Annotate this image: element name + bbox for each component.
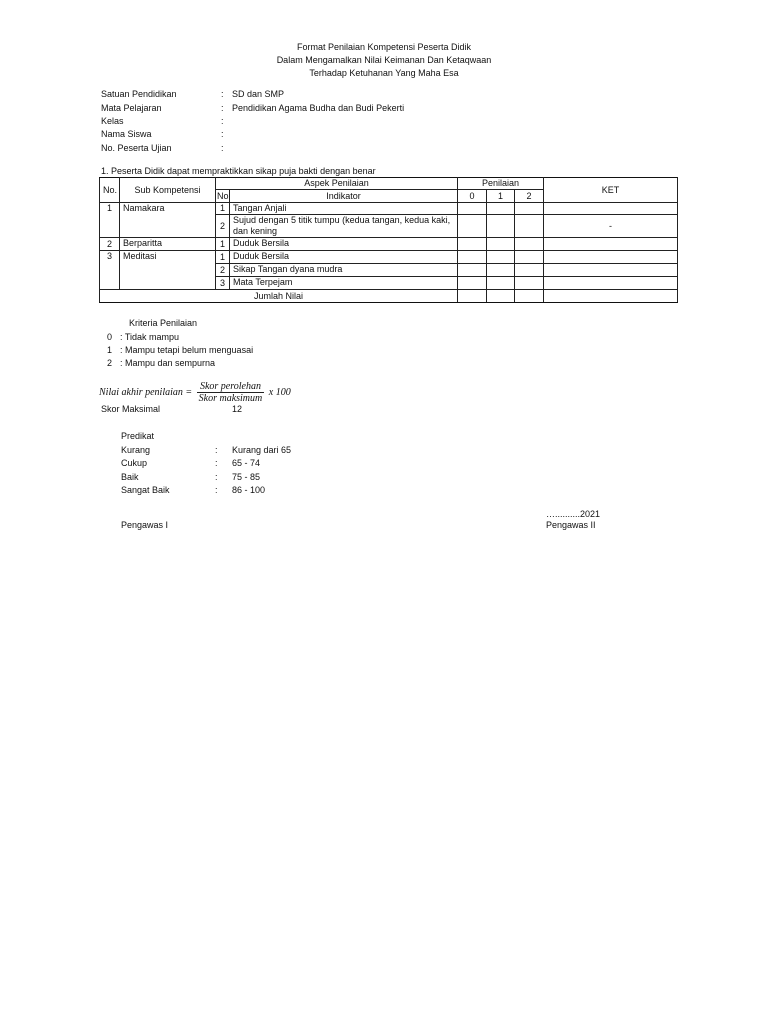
predikat-label: Kurang: [121, 445, 151, 455]
predikat-label: Baik: [121, 472, 139, 482]
kriteria-heading: Kriteria Penilaian: [129, 318, 198, 328]
document-title-line-1: Format Penilaian Kompetensi Peserta Didik: [296, 42, 472, 52]
score-cell-1[interactable]: [487, 215, 515, 238]
kriteria-score: 1: [107, 345, 113, 355]
score-cell-1[interactable]: [487, 264, 515, 277]
ket-cell[interactable]: [544, 277, 678, 290]
row-no: 1: [100, 203, 120, 238]
skor-maksimal-value: 12: [232, 404, 243, 414]
ket-cell[interactable]: [544, 238, 678, 251]
formula-denominator: Skor maksimum: [198, 393, 263, 404]
formula-fraction: [197, 381, 265, 404]
row-indikator: Tangan Anjali: [230, 203, 458, 215]
kriteria-text: : Mampu dan sempurna: [120, 358, 216, 368]
score-cell-1[interactable]: [487, 251, 515, 264]
header-score-0: 0: [458, 190, 487, 203]
formula-lhs: Nilai akhir penilaian =: [99, 386, 193, 398]
signature-date: …..........2021: [546, 509, 601, 519]
identity-label-kelas: Kelas: [101, 116, 124, 126]
row-indikator: Sujud dengan 5 titik tumpu (kedua tangan, kedua kaki, dan kening: [230, 215, 458, 238]
row-sub-kompetensi: Berparitta: [120, 238, 216, 251]
header-ket: KET: [544, 178, 678, 203]
predikat-sep: :: [215, 485, 218, 495]
score-cell-0[interactable]: [458, 277, 487, 290]
ket-cell[interactable]: [544, 203, 678, 215]
header-no: No.: [100, 178, 120, 203]
ket-cell[interactable]: -: [544, 215, 678, 238]
formula-tail: x 100: [268, 386, 291, 398]
header-aspek-penilaian: Aspek Penilaian: [216, 178, 458, 190]
row-indicator-no: 1: [216, 251, 230, 264]
table-row: [100, 251, 678, 264]
predikat-sep: :: [215, 445, 218, 455]
total-ket[interactable]: [544, 290, 678, 303]
predikat-heading: Predikat: [121, 431, 155, 441]
score-cell-0[interactable]: [458, 215, 487, 238]
header-sub-kompetensi: Sub Kompetensi: [120, 178, 216, 203]
kriteria-text: : Mampu tetapi belum menguasai: [120, 345, 254, 355]
total-row: [100, 290, 678, 303]
header-score-1: 1: [487, 190, 515, 203]
score-cell-0[interactable]: [458, 251, 487, 264]
total-cell-1[interactable]: [487, 290, 515, 303]
identity-sep: :: [221, 143, 224, 153]
row-indikator: Duduk Bersila: [230, 251, 458, 264]
row-sub-kompetensi: Namakara: [120, 203, 216, 238]
table-row: [100, 238, 678, 251]
identity-sep: :: [221, 116, 224, 126]
identity-label-mapel: Mata Pelajaran: [101, 103, 162, 113]
predikat-value: 86 - 100: [232, 485, 266, 495]
row-indikator: Mata Terpejam: [230, 277, 458, 290]
document-title-line-2: Dalam Mengamalkan Nilai Keimanan Dan Ketaqwaan: [276, 55, 492, 65]
identity-label-nama: Nama Siswa: [101, 129, 152, 139]
identity-sep: :: [221, 103, 224, 113]
score-cell-2[interactable]: [515, 238, 544, 251]
identity-value-satuan: SD dan SMP: [232, 89, 285, 99]
score-cell-2[interactable]: [515, 215, 544, 238]
header-score-2: 2: [515, 190, 544, 203]
row-indikator: Duduk Bersila: [230, 238, 458, 251]
formula-numerator: Skor perolehan: [197, 381, 265, 393]
score-cell-2[interactable]: [515, 251, 544, 264]
row-no: 2: [100, 238, 120, 251]
signature-pengawas-1: Pengawas I: [121, 520, 169, 530]
kriteria-score: 0: [107, 332, 113, 342]
score-cell-1[interactable]: [487, 238, 515, 251]
header-indicator-no: No: [217, 190, 229, 201]
skor-maksimal-label: Skor Maksimal: [101, 404, 161, 414]
row-indicator-no: 1: [216, 203, 230, 215]
row-no: 3: [100, 251, 120, 290]
score-cell-0[interactable]: [458, 264, 487, 277]
total-label: Jumlah Nilai: [100, 290, 458, 303]
header-penilaian: Penilaian: [458, 178, 544, 190]
row-sub-kompetensi: Meditasi: [120, 251, 216, 290]
assessment-table: [99, 177, 678, 303]
row-indikator: Sikap Tangan dyana mudra: [230, 264, 458, 277]
total-cell-0[interactable]: [458, 290, 487, 303]
row-indicator-no: 2: [216, 215, 230, 238]
identity-value-mapel: Pendidikan Agama Budha dan Budi Pekerti: [232, 103, 405, 113]
identity-sep: :: [221, 129, 224, 139]
identity-sep: :: [221, 89, 224, 99]
document-title-line-3: Terhadap Ketuhanan Yang Maha Esa: [309, 68, 459, 78]
identity-label-satuan: Satuan Pendidikan: [101, 89, 177, 99]
predikat-value: 65 - 74: [232, 458, 261, 468]
header-indikator: Indikator: [230, 190, 458, 203]
score-cell-0[interactable]: [458, 238, 487, 251]
row-indicator-no: 2: [216, 264, 230, 277]
predikat-sep: :: [215, 458, 218, 468]
ket-cell[interactable]: [544, 251, 678, 264]
kriteria-text: : Tidak mampu: [120, 332, 180, 342]
predikat-value: 75 - 85: [232, 472, 261, 482]
kriteria-score: 2: [107, 358, 113, 368]
ket-cell[interactable]: [544, 264, 678, 277]
predikat-label: Cukup: [121, 458, 148, 468]
row-indicator-no: 3: [216, 277, 230, 290]
score-cell-2[interactable]: [515, 277, 544, 290]
signature-pengawas-2: Pengawas II: [546, 520, 596, 530]
predikat-label: Sangat Baik: [121, 485, 170, 495]
score-formula: [99, 381, 291, 404]
score-cell-2[interactable]: [515, 264, 544, 277]
score-cell-1[interactable]: [487, 277, 515, 290]
score-cell-2[interactable]: [515, 203, 544, 215]
total-cell-2[interactable]: [515, 290, 544, 303]
table-row: [100, 203, 678, 215]
score-cell-1[interactable]: [487, 203, 515, 215]
section-heading: 1. Peserta Didik dapat mempraktikkan sikap puja bakti dengan benar: [101, 166, 376, 176]
score-cell-0[interactable]: [458, 203, 487, 215]
predikat-sep: :: [215, 472, 218, 482]
predikat-value: Kurang dari 65: [232, 445, 292, 455]
row-indicator-no: 1: [216, 238, 230, 251]
identity-label-nopeserta: No. Peserta Ujian: [101, 143, 172, 153]
